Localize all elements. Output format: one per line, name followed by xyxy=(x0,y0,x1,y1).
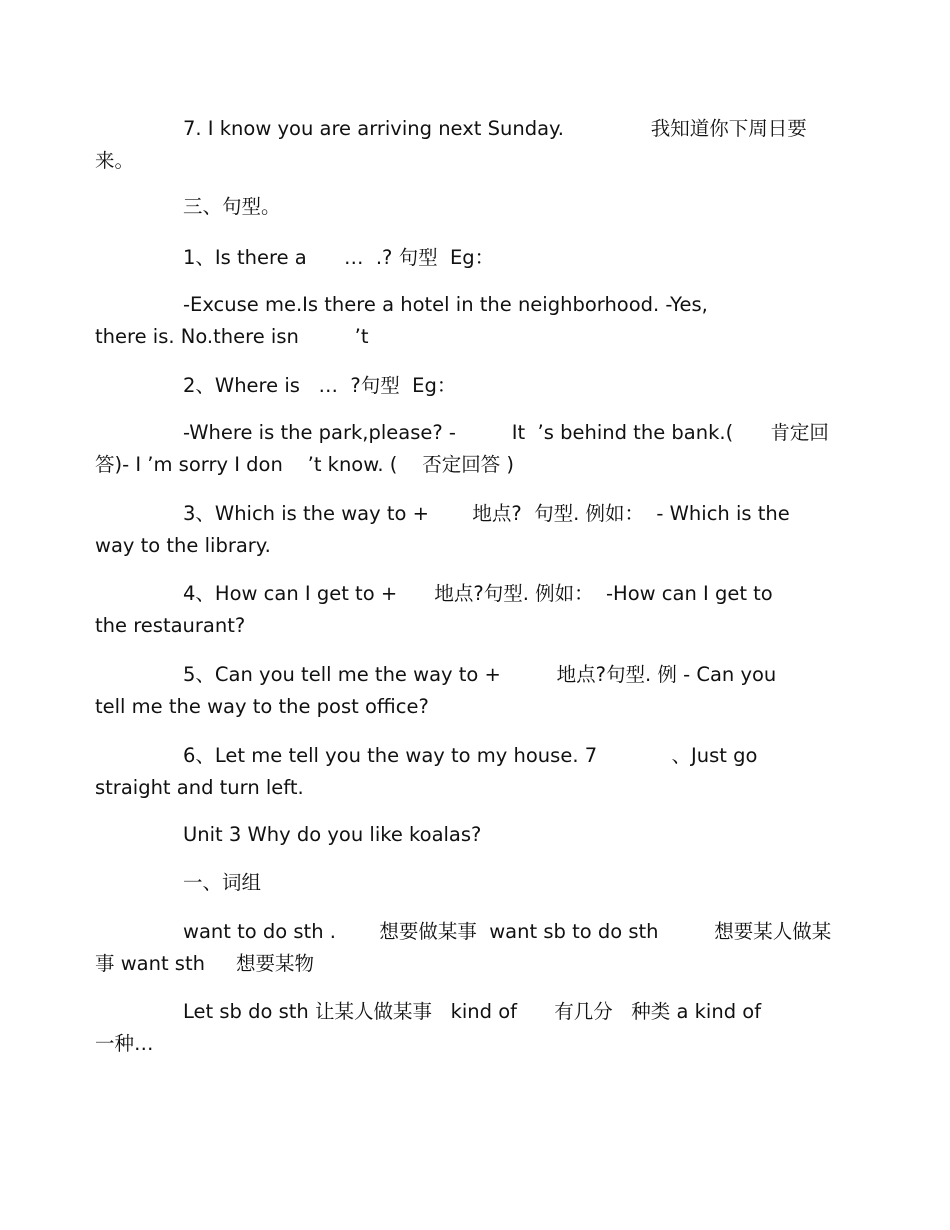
paragraph-sentence-7 xyxy=(95,113,845,177)
paragraph-phrases-want xyxy=(95,916,845,980)
unit-title xyxy=(139,819,845,851)
line: 5、Can you tell me the way to + 地点?句型. 例 - Can you xyxy=(183,663,777,686)
line: 6、Let me tell you the way to my house. 7 、Just go xyxy=(183,744,758,767)
line: -Where is the park,please? - It ’s behind the bank.( 肯定回 xyxy=(183,421,829,444)
paragraph-example-1 xyxy=(95,289,845,353)
paragraph-pattern-1 xyxy=(139,242,845,274)
line: 三、句型。 xyxy=(183,195,281,218)
line: 2、Where is … ?句型 Eg： xyxy=(183,374,457,397)
paragraph-phrases-let xyxy=(95,996,845,1060)
line: -Excuse me.Is there a hotel in the neighborhood. -Yes, xyxy=(183,293,708,316)
line: 7. I know you are arriving next Sunday. 我知道你下周日要 xyxy=(183,117,807,140)
line: 答)- I ’m sorry I don ’t know. ( 否定回答 ) xyxy=(95,453,515,476)
line: 一、词组 xyxy=(183,871,262,894)
line: the restaurant? xyxy=(95,614,246,637)
line: 事 want sth 想要某物 xyxy=(95,952,314,975)
line: tell me the way to the post office? xyxy=(95,695,429,718)
line: Unit 3 Why do you like koalas? xyxy=(183,823,482,846)
line: Let sb do sth 让某人做某事 kind of 有几分 种类 a kind of xyxy=(183,1000,762,1023)
paragraph-pattern-3 xyxy=(95,498,845,562)
paragraph-pattern-5 xyxy=(95,659,845,723)
paragraph-pattern-6 xyxy=(95,740,845,804)
paragraph-pattern-2 xyxy=(139,370,845,402)
paragraph-pattern-4 xyxy=(95,578,845,642)
line: 一种… xyxy=(95,1032,154,1055)
section-heading-phrases xyxy=(139,867,845,899)
section-heading-sentence-patterns xyxy=(139,191,845,223)
line: straight and turn left. xyxy=(95,776,304,799)
line: 来。 xyxy=(95,149,135,172)
paragraph-example-2 xyxy=(95,417,845,481)
line: 1、Is there a … .? 句型 Eg： xyxy=(183,246,495,269)
line: way to the library. xyxy=(95,534,271,557)
line: there is. No.there isn ’t xyxy=(95,325,369,348)
line: 3、Which is the way to + 地点? 句型. 例如： - Which is the xyxy=(183,502,790,525)
line: want to do sth . 想要做某事 want sb to do sth 想要某人做某 xyxy=(183,920,832,943)
line: 4、How can I get to + 地点?句型. 例如： -How can I get to xyxy=(183,582,773,605)
